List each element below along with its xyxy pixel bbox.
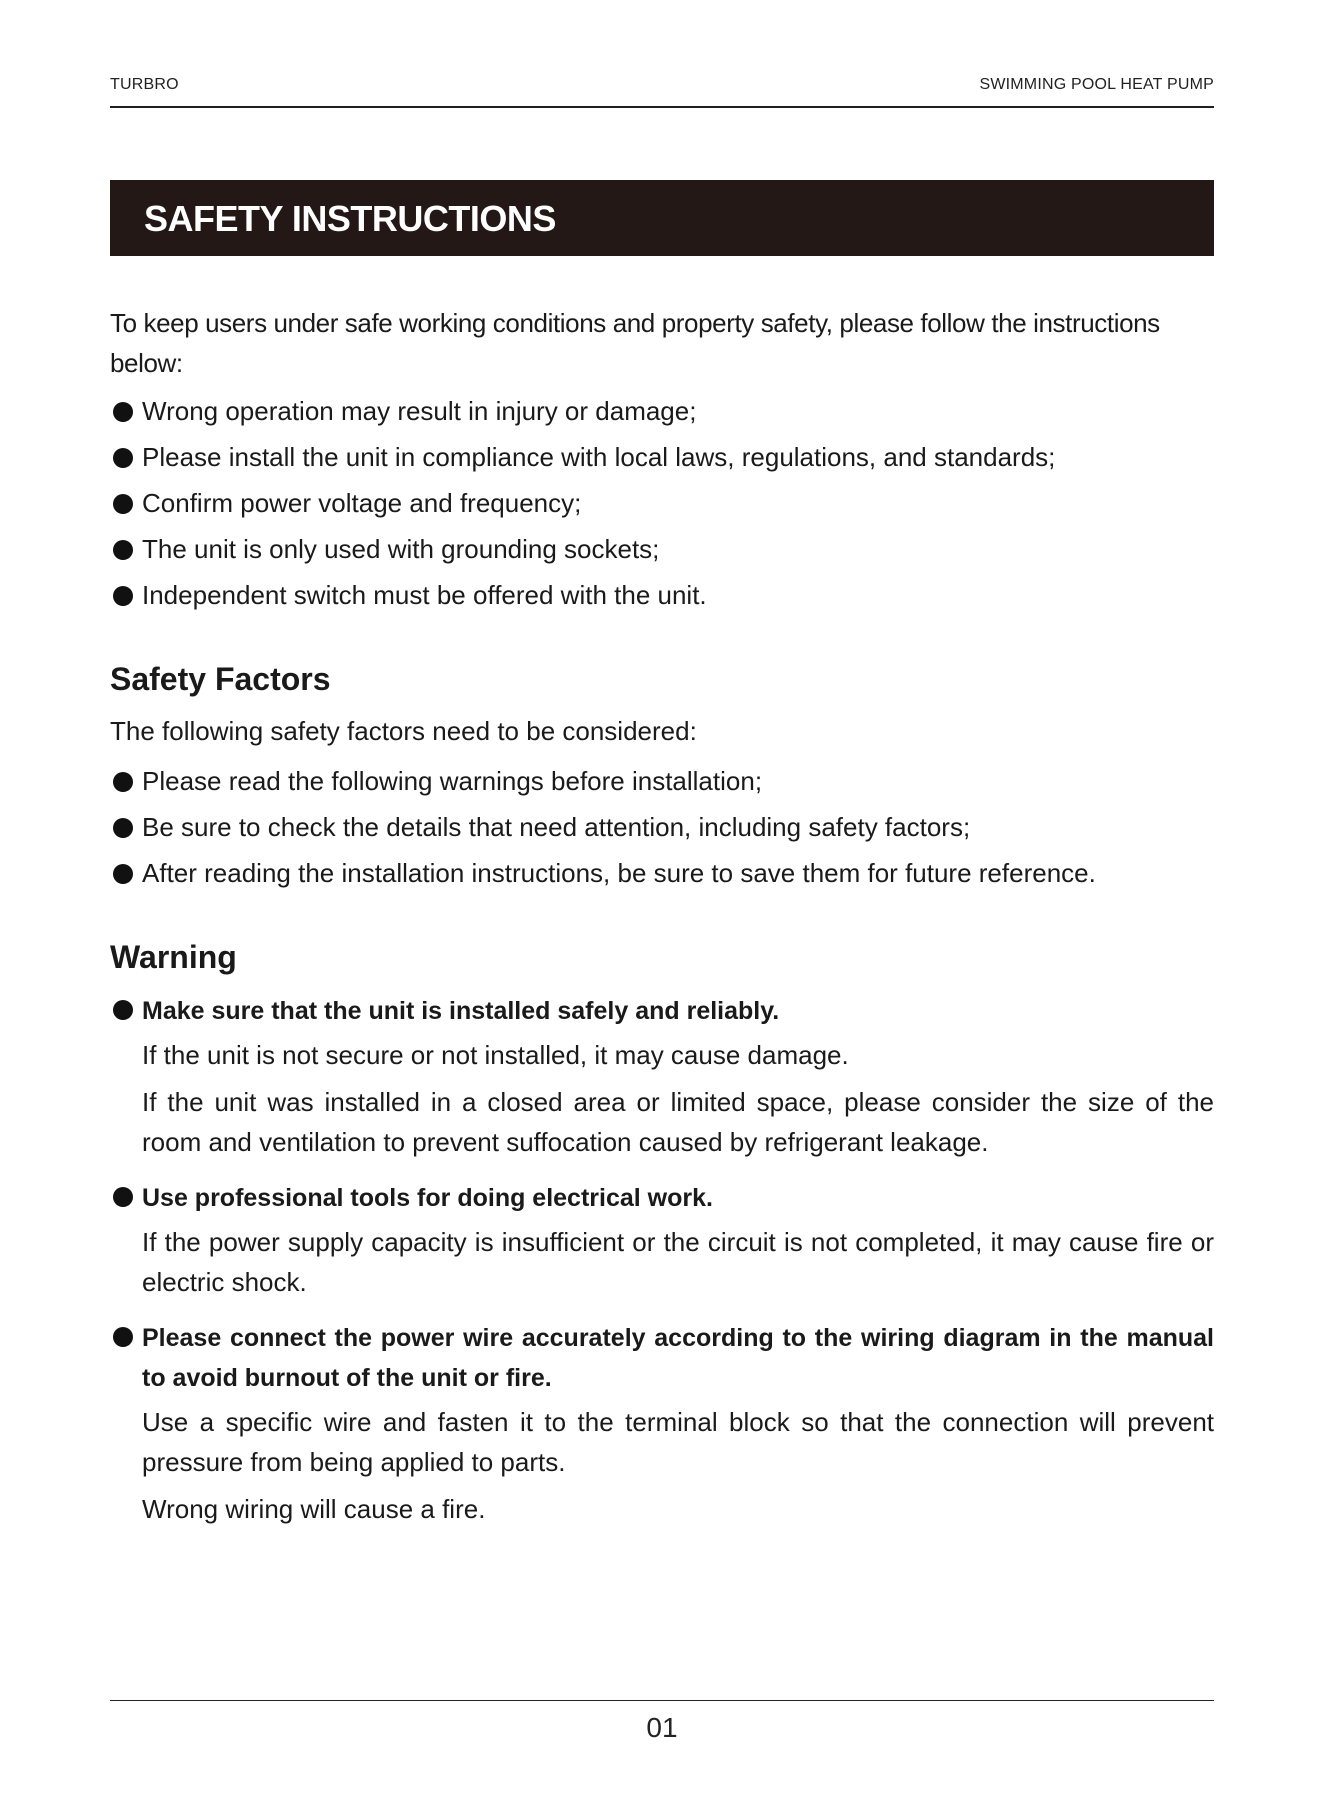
list-item [110, 855, 1214, 891]
list-item [110, 393, 1214, 429]
bullet-dot-icon [113, 586, 133, 606]
intro-bullet-list [110, 393, 1214, 613]
warning-item-title [110, 1178, 1214, 1218]
bullet-dot-icon [113, 864, 133, 884]
title-bar [110, 180, 1214, 256]
warning-heading: Warning [110, 939, 237, 975]
list-item [110, 485, 1214, 521]
list-item-text: Please read the following warnings before installation; [142, 766, 763, 796]
warning-paragraph: If the power supply capacity is insufficient or the circuit is not completed, it may cause fire or electric shock. [142, 1227, 1214, 1297]
intro-text: To keep users under safe working conditions and property safety, please follow the instructions below: [110, 308, 1160, 378]
safety-factors-list [110, 763, 1214, 891]
content [110, 303, 1214, 1545]
warning-item [110, 1178, 1214, 1302]
list-item [110, 531, 1214, 567]
brand-name: TURBRO [110, 76, 179, 93]
bullet-dot-icon [113, 494, 133, 514]
list-item-text: The unit is only used with grounding sockets; [142, 534, 660, 564]
list-item-text: After reading the installation instructions, be sure to save them for future reference. [142, 858, 1096, 888]
warning-paragraph: If the unit was installed in a closed area or limited space, please consider the size of the room and ventilation to prevent suffocation caused by refrigerant leakage. [142, 1087, 1214, 1157]
warning-paragraph: Wrong wiring will cause a fire. [142, 1494, 486, 1524]
bullet-dot-icon [113, 1000, 133, 1020]
footer-divider [110, 1700, 1214, 1701]
product-name: SWIMMING POOL HEAT PUMP [979, 76, 1214, 93]
page-header [110, 76, 1214, 108]
list-item [110, 577, 1214, 613]
warning-item [110, 1318, 1214, 1529]
bullet-dot-icon [113, 772, 133, 792]
warning-item [110, 991, 1214, 1162]
list-item-text: Be sure to check the details that need attention, including safety factors; [142, 812, 971, 842]
warning-item-title [110, 1318, 1214, 1398]
bullet-dot-icon [113, 540, 133, 560]
warning-title-text: Please connect the power wire accurately according to the wiring diagram in the manual to avoid burnout of the unit or fire. [142, 1324, 1214, 1392]
warning-paragraph: If the unit is not secure or not installed, it may cause damage. [142, 1040, 849, 1070]
safety-factors-heading: Safety Factors [110, 661, 331, 697]
list-item [110, 439, 1214, 475]
safety-factors-lead: The following safety factors need to be considered: [110, 716, 697, 746]
page-title: SAFETY INSTRUCTIONS [144, 198, 556, 239]
bullet-dot-icon [113, 1327, 133, 1347]
list-item [110, 763, 1214, 799]
bullet-dot-icon [113, 448, 133, 468]
warning-title-text: Make sure that the unit is installed safely and reliably. [142, 997, 780, 1025]
list-item-text: Independent switch must be offered with the unit. [142, 580, 707, 610]
warning-title-text: Use professional tools for doing electrical work. [142, 1184, 713, 1212]
list-item [110, 809, 1214, 845]
bullet-dot-icon [113, 1187, 133, 1207]
bullet-dot-icon [113, 818, 133, 838]
list-item-text: Please install the unit in compliance with local laws, regulations, and standards; [142, 442, 1056, 472]
warning-paragraph: Use a specific wire and fasten it to the terminal block so that the connection will prevent pressure from being applied to parts. [142, 1407, 1214, 1477]
warning-item-title [110, 991, 1214, 1031]
list-item-text: Wrong operation may result in injury or damage; [142, 396, 697, 426]
bullet-dot-icon [113, 402, 133, 422]
page-number: 01 [646, 1712, 678, 1743]
list-item-text: Confirm power voltage and frequency; [142, 488, 582, 518]
